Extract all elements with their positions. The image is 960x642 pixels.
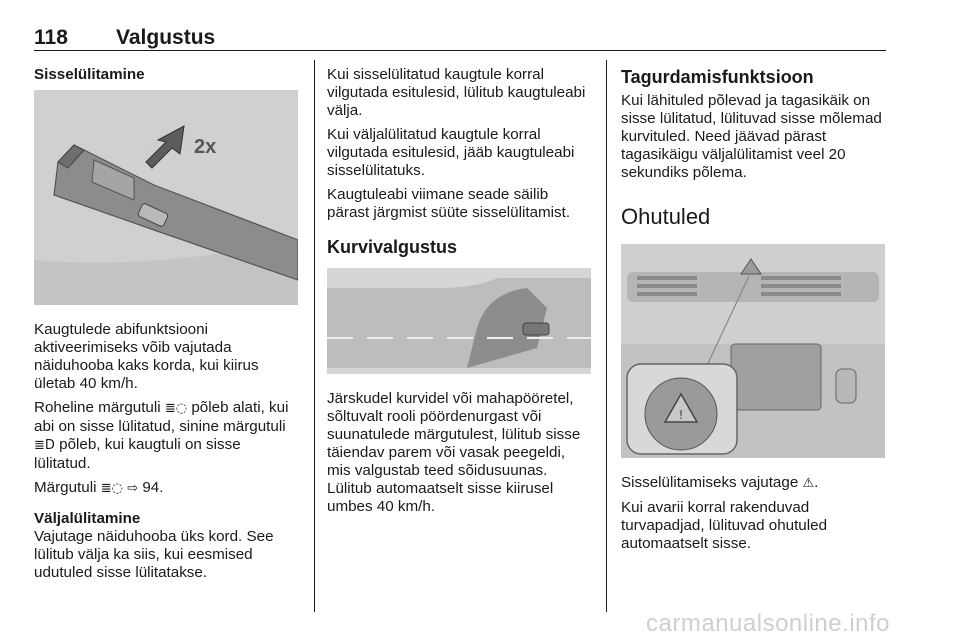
hazard-switch-illustration	[621, 244, 885, 458]
heading-valjalulitamine: Väljalülitamine	[34, 510, 141, 527]
paragraph: Kui väljalülitatud kaugtule korral vilgutada esitulesid, jääb kaugtuleabi sisselülitatuks.	[327, 126, 575, 179]
text-span: Roheline märgutuli	[34, 399, 161, 416]
road-drawing	[327, 268, 591, 374]
text-span: Märgutuli	[34, 479, 97, 496]
paragraph: Kui lähituled põlevad ja tagasikäik on sisse lülitatud, lülituvad sisse mõlemad kurvituled. Need jäävad pärast tagasikäigu väljalülitamist veel 20 sekundiks põlema.	[621, 92, 882, 181]
hazard-triangle-icon: ⚠	[802, 476, 815, 491]
paragraph	[34, 399, 300, 473]
text-span: põleb alati, kui abi on sisse lülitatud, sinine märgutuli	[34, 399, 289, 435]
column-divider	[314, 60, 315, 612]
column-1	[34, 66, 300, 588]
auto-high-beam-icon: ≣◌	[100, 481, 123, 496]
paragraph	[34, 479, 300, 498]
column-3	[621, 66, 891, 559]
page-number: 118	[34, 26, 68, 49]
paragraph: Kui avarii korral rakenduvad turvapadjad, lülituvad ohutuled automaatselt sisse.	[621, 499, 828, 552]
heading-tagurdamisfunktsioon: Tagurdamisfunktsioon	[621, 67, 814, 87]
watermark: carmanualsonline.info	[646, 610, 890, 637]
heading-sisselulitamine: Sisselülitamine	[34, 66, 145, 83]
dashboard-drawing	[621, 244, 885, 458]
stalk-illustration	[34, 90, 298, 305]
auto-high-beam-icon: ≣◌	[164, 401, 188, 416]
high-beam-icon: ≣D	[34, 438, 55, 453]
paragraph: Kaugtulede abifunktsiooni aktiveerimiseks võib vajutada näiduhooba kaks korda, kui kiirus ületab 40 km/h.	[34, 321, 259, 392]
paragraph: Sisselülitamiseks vajutage ⚠.	[621, 474, 819, 491]
column-2	[327, 66, 592, 522]
cornering-light-illustration	[327, 268, 591, 374]
press-count-label: 2x	[194, 136, 217, 158]
svg-text:!: !	[678, 408, 684, 422]
text-span: Sisselülitamiseks vajutage	[621, 474, 799, 491]
reference-arrow-icon: ⇨	[127, 481, 139, 496]
column-divider	[606, 60, 607, 612]
heading-kurvivalgustus: Kurvivalgustus	[327, 237, 458, 257]
paragraph: Vajutage näiduhooba üks kord. See lülitub välja ka siis, kui eesmised udutuled sisse lülitatakse.	[34, 528, 274, 581]
paragraph: Kaugtuleabi viimane seade säilib pärast järgmist süüte sisselülitamist.	[327, 186, 571, 221]
paragraph: Kui sisselülitatud kaugtule korral vilgutada esitulesid, lülitub kaugtuleabi välja.	[327, 66, 586, 119]
page-header	[34, 26, 886, 51]
heading-ohutuled: Ohutuled	[621, 204, 711, 229]
paragraph: Järskudel kurvidel või mahapööretel, sõltuvalt rooli pöördenurgast või suunatulede märgutulest, lülitub sisse täiendav parem või vasak peegeldi, mis valgustab teed sõidusuunas. Lülitub automaatselt sisse kiirusel umbes 40 km/h.	[327, 390, 581, 515]
text-span: 94.	[142, 479, 164, 496]
stalk-drawing	[34, 90, 298, 305]
text-span: põleb, kui kaugtuli on sisse lülitatud.	[34, 436, 241, 472]
section-title: Valgustus	[116, 26, 216, 49]
